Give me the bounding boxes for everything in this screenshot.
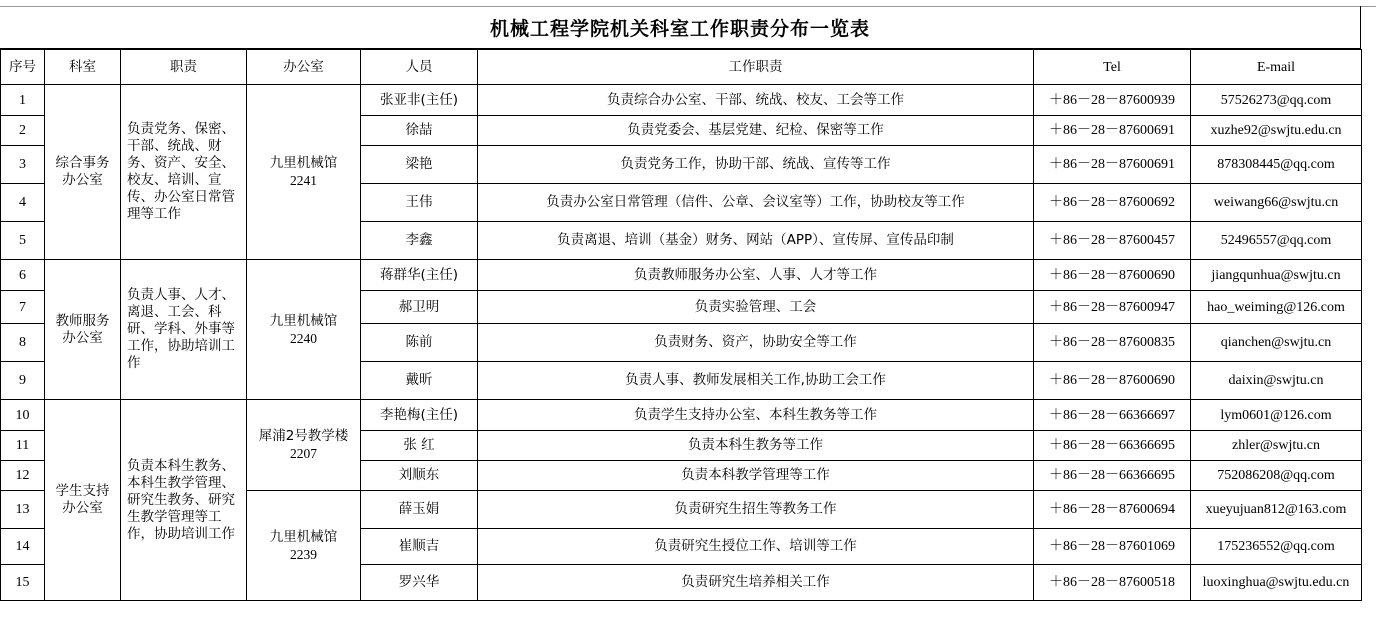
office-name: 九里机械馆 <box>269 312 338 329</box>
person-cell[interactable]: 罗兴华 <box>361 565 478 601</box>
row-number[interactable]: 7 <box>1 291 45 324</box>
tel-cell[interactable]: ＋86－28－87600939 <box>1034 85 1191 116</box>
person-cell[interactable]: 郝卫明 <box>361 291 478 324</box>
dept-duty-cell[interactable]: 负责党务、保密、干部、统战、财务、资产、安全、校友、培训、宣传、办公室日常管理等工作 <box>121 85 247 260</box>
row-number[interactable]: 1 <box>1 85 45 116</box>
person-cell[interactable]: 李鑫 <box>361 222 478 260</box>
email-cell[interactable]: zhler@swjtu.cn <box>1191 431 1362 461</box>
person-cell[interactable]: 梁艳 <box>361 146 478 184</box>
office-name: 九里机械馆 <box>269 155 338 171</box>
row-number[interactable]: 9 <box>1 362 45 400</box>
office-cell[interactable] <box>247 400 361 491</box>
office-cell[interactable] <box>247 491 361 601</box>
person-cell[interactable]: 戴昕 <box>361 362 478 400</box>
email-cell[interactable]: 57526273@qq.com <box>1191 85 1362 116</box>
person-cell[interactable]: 刘顺东 <box>361 461 478 491</box>
email-cell[interactable]: lym0601@126.com <box>1191 400 1362 431</box>
person-cell[interactable]: 李艳梅(主任) <box>361 400 478 431</box>
person-cell[interactable]: 薛玉娟 <box>361 491 478 529</box>
header-no[interactable]: 序号 <box>1 50 45 85</box>
work-cell[interactable]: 负责离退、培训（基金）财务、网站（APP）、宣传屏、宣传品印制 <box>478 222 1034 260</box>
header-duty[interactable]: 职责 <box>121 50 247 85</box>
row-number[interactable]: 15 <box>1 565 45 601</box>
tel-cell[interactable]: ＋86－28－87600690 <box>1034 362 1191 400</box>
row-number[interactable]: 3 <box>1 146 45 184</box>
row-number[interactable]: 2 <box>1 116 45 146</box>
header-row <box>1 50 1362 85</box>
tel-cell[interactable]: ＋86－28－87600691 <box>1034 116 1191 146</box>
header-office[interactable]: 办公室 <box>247 50 361 85</box>
dept-cell[interactable]: 学生支持办公室 <box>45 400 121 601</box>
tel-cell[interactable]: ＋86－28－87601069 <box>1034 529 1191 565</box>
row-number[interactable]: 11 <box>1 431 45 461</box>
person-cell[interactable]: 张亚非(主任) <box>361 85 478 116</box>
work-cell[interactable]: 负责研究生培养相关工作 <box>478 565 1034 601</box>
email-cell[interactable]: qianchen@swjtu.cn <box>1191 324 1362 362</box>
work-cell[interactable]: 负责党委会、基层党建、纪检、保密等工作 <box>478 116 1034 146</box>
dept-duty-cell[interactable]: 负责本科生教务、本科生教学管理、研究生教务、研究生教学管理等工作，协助培训工作 <box>121 400 247 601</box>
dept-cell[interactable]: 教师服务办公室 <box>45 260 121 400</box>
office-cell[interactable] <box>247 260 361 400</box>
office-room: 2240 <box>290 330 317 346</box>
person-cell[interactable]: 陈前 <box>361 324 478 362</box>
tel-cell[interactable]: ＋86－28－87600694 <box>1034 491 1191 529</box>
email-cell[interactable]: daixin@swjtu.cn <box>1191 362 1362 400</box>
table-row <box>1 400 1362 431</box>
row-number[interactable]: 8 <box>1 324 45 362</box>
email-cell[interactable]: 752086208@qq.com <box>1191 461 1362 491</box>
tel-cell[interactable]: ＋86－28－66366695 <box>1034 431 1191 461</box>
person-cell[interactable]: 王伟 <box>361 184 478 222</box>
header-dept[interactable]: 科室 <box>45 50 121 85</box>
tel-cell[interactable]: ＋86－28－87600692 <box>1034 184 1191 222</box>
work-cell[interactable]: 负责教师服务办公室、人事、人才等工作 <box>478 260 1034 291</box>
person-cell[interactable]: 崔顺吉 <box>361 529 478 565</box>
header-tel[interactable]: Tel <box>1034 50 1191 85</box>
person-cell[interactable]: 蒋群华(主任) <box>361 260 478 291</box>
tel-cell[interactable]: ＋86－28－66366697 <box>1034 400 1191 431</box>
email-cell[interactable]: jiangqunhua@swjtu.cn <box>1191 260 1362 291</box>
tel-cell[interactable]: ＋86－28－87600835 <box>1034 324 1191 362</box>
tel-cell[interactable]: ＋86－28－87600457 <box>1034 222 1191 260</box>
work-cell[interactable]: 负责综合办公室、干部、统战、校友、工会等工作 <box>478 85 1034 116</box>
row-number[interactable]: 12 <box>1 461 45 491</box>
row-number[interactable]: 13 <box>1 491 45 529</box>
tel-cell[interactable]: ＋86－28－66366695 <box>1034 461 1191 491</box>
email-cell[interactable]: 52496557@qq.com <box>1191 222 1362 260</box>
work-cell[interactable]: 负责党务工作，协助干部、统战、宣传等工作 <box>478 146 1034 184</box>
work-cell[interactable]: 负责办公室日常管理（信件、公章、会议室等）工作，协助校友等工作 <box>478 184 1034 222</box>
email-cell[interactable]: 175236552@qq.com <box>1191 529 1362 565</box>
tel-cell[interactable]: ＋86－28－87600518 <box>1034 565 1191 601</box>
tel-cell[interactable]: ＋86－28－87600690 <box>1034 260 1191 291</box>
tel-cell[interactable]: ＋86－28－87600947 <box>1034 291 1191 324</box>
header-person[interactable]: 人员 <box>361 50 478 85</box>
office-room: 2207 <box>290 446 317 461</box>
tel-cell[interactable]: ＋86－28－87600691 <box>1034 146 1191 184</box>
row-number[interactable]: 14 <box>1 529 45 565</box>
row-number[interactable]: 10 <box>1 400 45 431</box>
work-cell[interactable]: 负责本科教学管理等工作 <box>478 461 1034 491</box>
work-cell[interactable]: 负责实验管理、工会 <box>478 291 1034 324</box>
person-cell[interactable]: 张 红 <box>361 431 478 461</box>
header-email[interactable]: E-mail <box>1191 50 1362 85</box>
work-cell[interactable]: 负责研究生招生等教务工作 <box>478 491 1034 529</box>
email-cell[interactable]: hao_weiming@126.com <box>1191 291 1362 324</box>
office-room: 2241 <box>290 173 317 188</box>
table-row <box>1 85 1362 116</box>
office-name: 犀浦2号教学楼 <box>258 428 349 444</box>
office-room: 2239 <box>290 546 317 562</box>
email-cell[interactable]: 878308445@qq.com <box>1191 146 1362 184</box>
person-cell[interactable]: 徐喆 <box>361 116 478 146</box>
office-name: 九里机械馆 <box>269 528 338 545</box>
header-work[interactable]: 工作职责 <box>478 50 1034 85</box>
email-cell[interactable]: xuzhe92@swjtu.edu.cn <box>1191 116 1362 146</box>
email-cell[interactable]: luoxinghua@swjtu.edu.cn <box>1191 565 1362 601</box>
email-cell[interactable]: weiwang66@swjtu.cn <box>1191 184 1362 222</box>
work-cell[interactable]: 负责研究生授位工作、培训等工作 <box>478 529 1034 565</box>
email-cell[interactable]: xueyujuan812@163.com <box>1191 491 1362 529</box>
office-cell[interactable] <box>247 85 361 260</box>
work-cell[interactable]: 负责人事、教师发展相关工作,协助工会工作 <box>478 362 1034 400</box>
table-row <box>1 260 1362 291</box>
row-number[interactable]: 6 <box>1 260 45 291</box>
row-number[interactable]: 5 <box>1 222 45 260</box>
dept-cell[interactable]: 综合事务办公室 <box>45 85 121 260</box>
work-cell[interactable]: 负责本科生教务等工作 <box>478 431 1034 461</box>
work-cell[interactable]: 负责学生支持办公室、本科生教务等工作 <box>478 400 1034 431</box>
duty-table <box>0 49 1362 601</box>
dept-duty-cell[interactable]: 负责人事、人才、离退、工会、科研、学科、外事等工作，协助培训工作 <box>121 260 247 400</box>
row-number[interactable]: 4 <box>1 184 45 222</box>
sheet-title[interactable]: 机械工程学院机关科室工作职责分布一览表 <box>0 6 1361 49</box>
work-cell[interactable]: 负责财务、资产，协助安全等工作 <box>478 324 1034 362</box>
